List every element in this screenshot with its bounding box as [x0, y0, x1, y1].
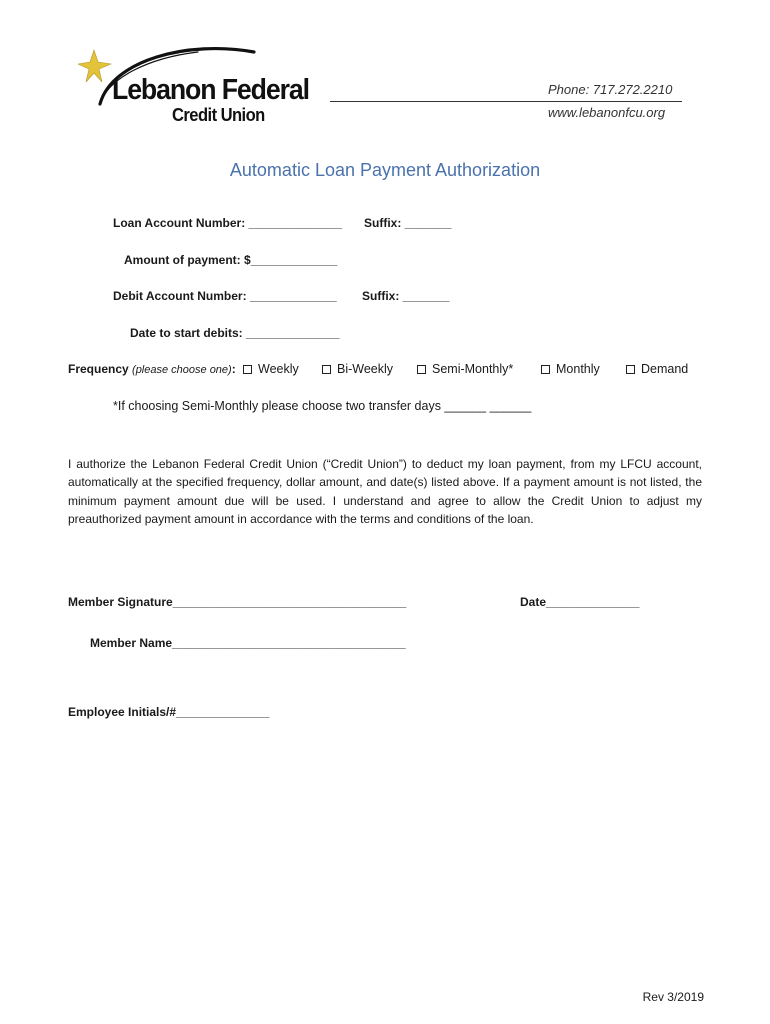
checkbox-icon[interactable] — [541, 365, 550, 374]
revision-label: Rev 3/2019 — [642, 990, 704, 1004]
frequency-hint: (please choose one) — [132, 364, 232, 376]
website-link: www.lebanonfcu.org — [548, 105, 666, 120]
checkbox-icon[interactable] — [626, 365, 635, 374]
signature-date-field[interactable]: Date______________ — [520, 595, 640, 609]
frequency-option-monthly[interactable] — [541, 362, 600, 376]
logo-name: Lebanon Federal — [112, 74, 309, 106]
member-signature-field[interactable]: Member Signature___________________________________ — [68, 595, 407, 609]
option-label: Bi-Weekly — [337, 362, 394, 376]
payment-amount-field[interactable]: Amount of payment: $_____________ — [124, 253, 338, 267]
phone-number: Phone: 717.272.2210 — [548, 82, 673, 97]
frequency-option-semimonthly[interactable] — [417, 362, 513, 376]
option-label: Weekly — [258, 362, 299, 376]
semi-monthly-note[interactable]: *If choosing Semi-Monthly please choose two transfer days ______ ______ — [113, 399, 532, 413]
checkbox-icon[interactable] — [322, 365, 331, 374]
logo-subtitle: Credit Union — [172, 105, 265, 125]
frequency-option-weekly[interactable] — [243, 362, 299, 376]
frequency-option-demand[interactable] — [626, 362, 688, 376]
start-date-field[interactable]: Date to start debits: ______________ — [130, 326, 340, 340]
option-label: Semi-Monthly* — [432, 362, 514, 376]
loan-account-field[interactable]: Loan Account Number: ______________ — [113, 216, 342, 230]
member-name-field[interactable]: Member Name___________________________________ — [90, 636, 406, 650]
checkbox-icon[interactable] — [417, 365, 426, 374]
debit-suffix-field[interactable]: Suffix: _______ — [362, 289, 450, 303]
frequency-label-text: Frequency — [68, 362, 129, 376]
option-label: Monthly — [556, 362, 600, 376]
header-divider — [330, 101, 682, 102]
checkbox-icon[interactable] — [243, 365, 252, 374]
credit-union-logo — [78, 44, 338, 128]
frequency-option-biweekly[interactable] — [322, 362, 393, 376]
authorization-paragraph: I authorize the Lebanon Federal Credit Union (“Credit Union”) to deduct my loan payment, from my LFCU account, automatically at the specified frequency, dollar amount, and date(s) listed above. If a payment amount is not listed, the minimum payment amount due will be used. I understand and agree to allow the Credit Union to adjust my preauthorized payment amount in accordance with the terms and conditions of the loan. — [68, 457, 702, 526]
page-title: Automatic Loan Payment Authorization — [229, 160, 541, 180]
loan-suffix-field[interactable]: Suffix: _______ — [364, 216, 452, 230]
option-label: Demand — [641, 362, 689, 376]
frequency-label — [68, 362, 236, 376]
employee-initials-field[interactable]: Employee Initials/#______________ — [68, 705, 270, 719]
debit-account-field[interactable]: Debit Account Number: _____________ — [113, 289, 337, 303]
frequency-colon: : — [231, 362, 236, 376]
